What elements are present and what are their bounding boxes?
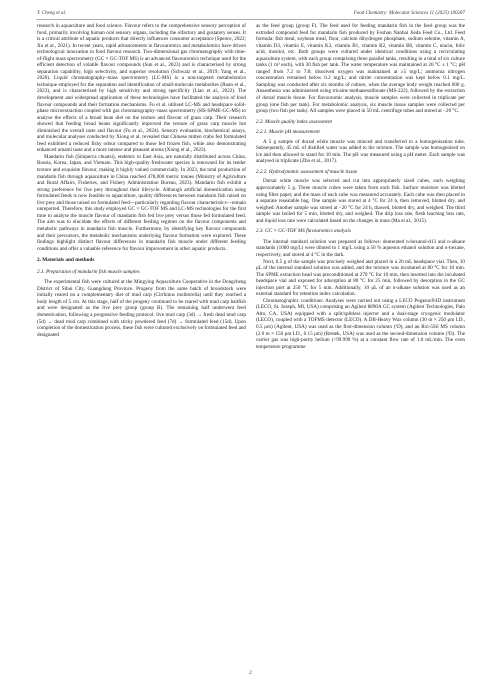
subsubsection-heading-hydrodynamic: 2.2.2. Hydrodynamic assessment of muscle tissue xyxy=(256,168,358,175)
page-number: 2 xyxy=(249,671,252,676)
header-divider xyxy=(36,19,465,20)
mandarin-fish-paragraph: Mandarin fish (Siniperca chuatsi), endemic to East Asia, are naturally distributed across China, Russia, Korea, Japan, and Vietnam. This high-quality freshwater species is renowned for its tender texture and exquisite flavour, making it highly valued commercially. In 2023, the total production of mandarin fish through aquaculture in China reached 478,000 metric tonnes (Ministry of Agriculture and Rural Affairs, Fisheries, and Fishery Administration Bureau, 2023). Mandarin fish exhibit a strong preference for live prey throughout their lifecycle. Although artificial domestication using formulated feeds is now feasible in aquaculture, quality differences between mandarin fish raised on live prey and those raised on formulated feed—particularly regarding flavour characteristics—remain unreported. Therefore, this study employed GC × GC-TOF MS and LC-MS technologies for the first time to analyse the muscle flavour of mandarin fish fed live prey versus those fed formulated feed. The aim was to elucidate the effects of different feeding regimes on the flavour components and metabolic pathways in mandarin fish muscle. Furthermore, by identifying key flavour compounds and their precursors, the metabolic mechanisms underlying flavour formation were explored. These findings highlight distinct flavour differences in mandarin fish muscle under different feeding conditions and offer a valuable reference for flavour improvement in other aquatic products. xyxy=(37,153,246,252)
ph-paragraph: A 5 g sample of dorsal white muscle was minced and transferred to a homogenisation tube. Subsequently, 45 mL of distilled water was added to the mixture. The sample was homogenised on ice and then allowed to stand for 10 min. The pH was measured using a pH meter. Each sample was analysed in triplicate (Zhu et al., 2017). xyxy=(256,138,465,165)
right-column xyxy=(256,23,465,350)
sample-preparation-paragraph: The experimental fish were cultured at the Mingying Aquaculture Cooperative in the Dongcheng District of Sihui City, Guangdong Province. Progeny from the same batch of broodstock were initially reared on a complementary diet of mud carp (Cirrhinus molitorella) until they reached a body length of 5 cm. At this stage, half of the progeny continued to be reared with mud carp baitfish and were designated as the live prey group (group B). The remaining half underwent feed domestication, following a progressive feeding protocol: live mud carp (3d) → fresh dead mud carp (5d) → dead mud carp combined with sticky powdered feed (7d) → formulated feed (15d). Upon completion of the domestication process, these fish were cultured exclusively on formulated feed and designated xyxy=(37,279,246,338)
chromatographic-conditions-paragraph: Chromatographic conditions: Analyses were carried out using a LECO Pegasus®4D instrument (LECO, St. Joseph, MI, USA) comprising an Agilent 8890A GC system (Agilent Technologies, Palo Alto, CA, USA) equipped with a split/splitless injector and a dual-stage cryogenic modulator (LECO), coupled with a TOFMS detector (LECO). A DB-Heavy Wax column (30 m × 250 μm I.D., 0.5 μm) (Agilent, USA) was used as the first-dimension column (¹D), and an Rxi-5Sil MS column (2.0 m × 150 μm I.D., 0.15 μm) (Restek, USA) was used as the second-dimension column (²D). The carrier gas was high-purity helium (>99.999 %) at a constant flow rate of 1.0 mL/min. The oven temperature programme xyxy=(256,297,465,350)
section-heading-materials-methods: 2. Materials and methods xyxy=(37,257,95,264)
feed-group-paragraph: as the feed group (group F). The feed used for feeding mandarin fish in the feed group was the extruded compound feed for mandarin fish produced by Foshan Nanhai Jieda Feed Co., Ltd. Feed formula: fish meal, soybean meal, flour, calcium dihydrogen phosphate, sodium selenite, vitamin A, vitamin D3, vitamin E, vitamin K3, vitamin B1, vitamin B2, vitamin B6, vitamin C, niacin, folic acid, inositol, etc. Both groups were cultured under identical conditions using a recirculating aquaculture system, with each group comprising three parallel tanks, resulting in a total of six culture tanks (1 m³ each), with 30 fish per tank. The water temperature was maintained at 26 °C ± 1 °C; pH ranged from 7.2 to 7.8; dissolved oxygen was maintained at ≥5 mg/L; ammonia nitrogen concentration remained below 0.2 mg/L; and nitrite concentration was kept below 0.1 mg/L. Sampling was conducted after six months of culture, when the average body weight reached 600 g. Anaesthesia was administered using tricaine methanesulfonate (MS-222), followed by the extraction of dorsal muscle tissue. For flavouromic analysis, muscle samples were collected in triplicate per group (one fish per tank). For metabolomic analysis, six muscle tissue samples were collected per group (two fish per tank). All samples were placed in 50 mL centrifuge tubes and stored at −20 °C. xyxy=(256,23,465,115)
subsubsection-heading-ph: 2.2.1. Muscle pH measurement xyxy=(256,129,320,136)
subsection-heading-sample-preparation: 2.1. Preparation of mandarin fish muscle samples xyxy=(37,268,140,275)
subsection-heading-quality-index: 2.2. Muscle quality index assessment xyxy=(256,118,332,125)
intro-paragraph-continued: research in aquaculture and food science. Flavour refers to the comprehensive sensory perception of food, primarily involving human oral sensory organs, including the olfactory and gustatory senses. It is a critical attribute of aquatic products that directly influences consumer acceptance (Spence, 2022; Xu et al., 2021). In recent years, rapid advancements in flavouromics and metabolomics have driven technological innovation in food flavour research. Two-dimensional gas chromatography with time-of-flight mass spectrometry (GC × GC-TOF MS) is an advanced flavouromics technique used for the efficient detection of volatile flavour compounds (Sun et al., 2023) and is characterised by strong separation capability, high selectivity, and superior resolution (Schwaiz et al., 2019; Yang et al., 2020). Liquid chromatography–mass spectrometry (LC-MS) is a non-targeted metabolomics technique employed for the separation and identification of small-molecule metabolites (Ruan et al., 2023), and is characterised by high sensitivity and strong specificity (Liao et al., 2022). The development and widespread application of these technologies have facilitated the analysis of food flavour compounds and their formation mechanisms. Fu et al. utilised LC-MS and headspace solid-phase microextraction coupled with gas chromatography–mass spectrometry (HS-SPME-GC-MS) to analyse the effects of a broad bean diet on the texture and flavour of grass carp. Their research showed that feeding broad beans significantly improved the texture of grass carp muscle but diminished the overall taste and flavour (Fu et al., 2024). Sensory evaluation, biochemical assays, and molecular analyses conducted by Xiong et al. revealed that Chinese mitten crabs fed formulated feed exhibited a reduced fishy odour compared to those fed frozen fish, while also demonstrating enhanced umami taste and a more intense and pleasant aroma (Xiong et al., 2023). xyxy=(37,23,246,154)
spme-paragraph: Next, 0.5 g of the sample was precisely weighed and placed in a 20 mL headspace vial. Then, 10 μL of the internal standard solution was added, and the mixture was incubated at 80 °C for 10 min. The SPME extraction head was preconditioned at 270 °C for 10 min, then inserted into the incubated headspace vial and exposed for adsorption at 80 °C for 25 min, followed by desorption in the GC injection port at 250 °C for 5 min. Additionally, 10 μL of an n-alkane solution was used as an external standard for retention index calculation. xyxy=(256,258,465,298)
hydrodynamic-paragraph: Dorsal white muscle was selected and cut into appropriately sized cubes, each weighing approximately 5 g. Three muscle cubes were taken from each fish. Surface moisture was blotted using filter paper, and the mass of each cube was measured accurately. Each cube was then placed in a separate resealable bag. One sample was stored at 4 °C for 24 h, then removed, blotted dry, and weighed. Another sample was stored at −20 °C for 24 h, thawed, blotted dry, and weighed. The third sample was boiled for 5 min, blotted dry, and weighed. The drip loss rate, flesh leaching loss rate, and liquid loss rate were calculated based on the changes in mass (Ma et al., 2015). xyxy=(256,178,465,224)
internal-standard-paragraph: The internal standard solution was prepared as follows: deuterated n-hexanol-d13 and n-alkane standards (1000 mg/L) were diluted to 1 mg/L using a 50 % aqueous ethanol solution and n-hexane, respectively, and stored at 4 °C in the dark. xyxy=(256,238,465,258)
running-header-authors: Y. Cheng et al. xyxy=(37,11,67,16)
subsection-heading-gcxgc: 2.3. GC × GC-TOF MS flavouromics analysis xyxy=(256,228,351,235)
running-header-journal: Food Chemistry: Molecular Sciences 11 (2025) 100287 xyxy=(353,11,465,16)
left-column xyxy=(37,23,246,338)
